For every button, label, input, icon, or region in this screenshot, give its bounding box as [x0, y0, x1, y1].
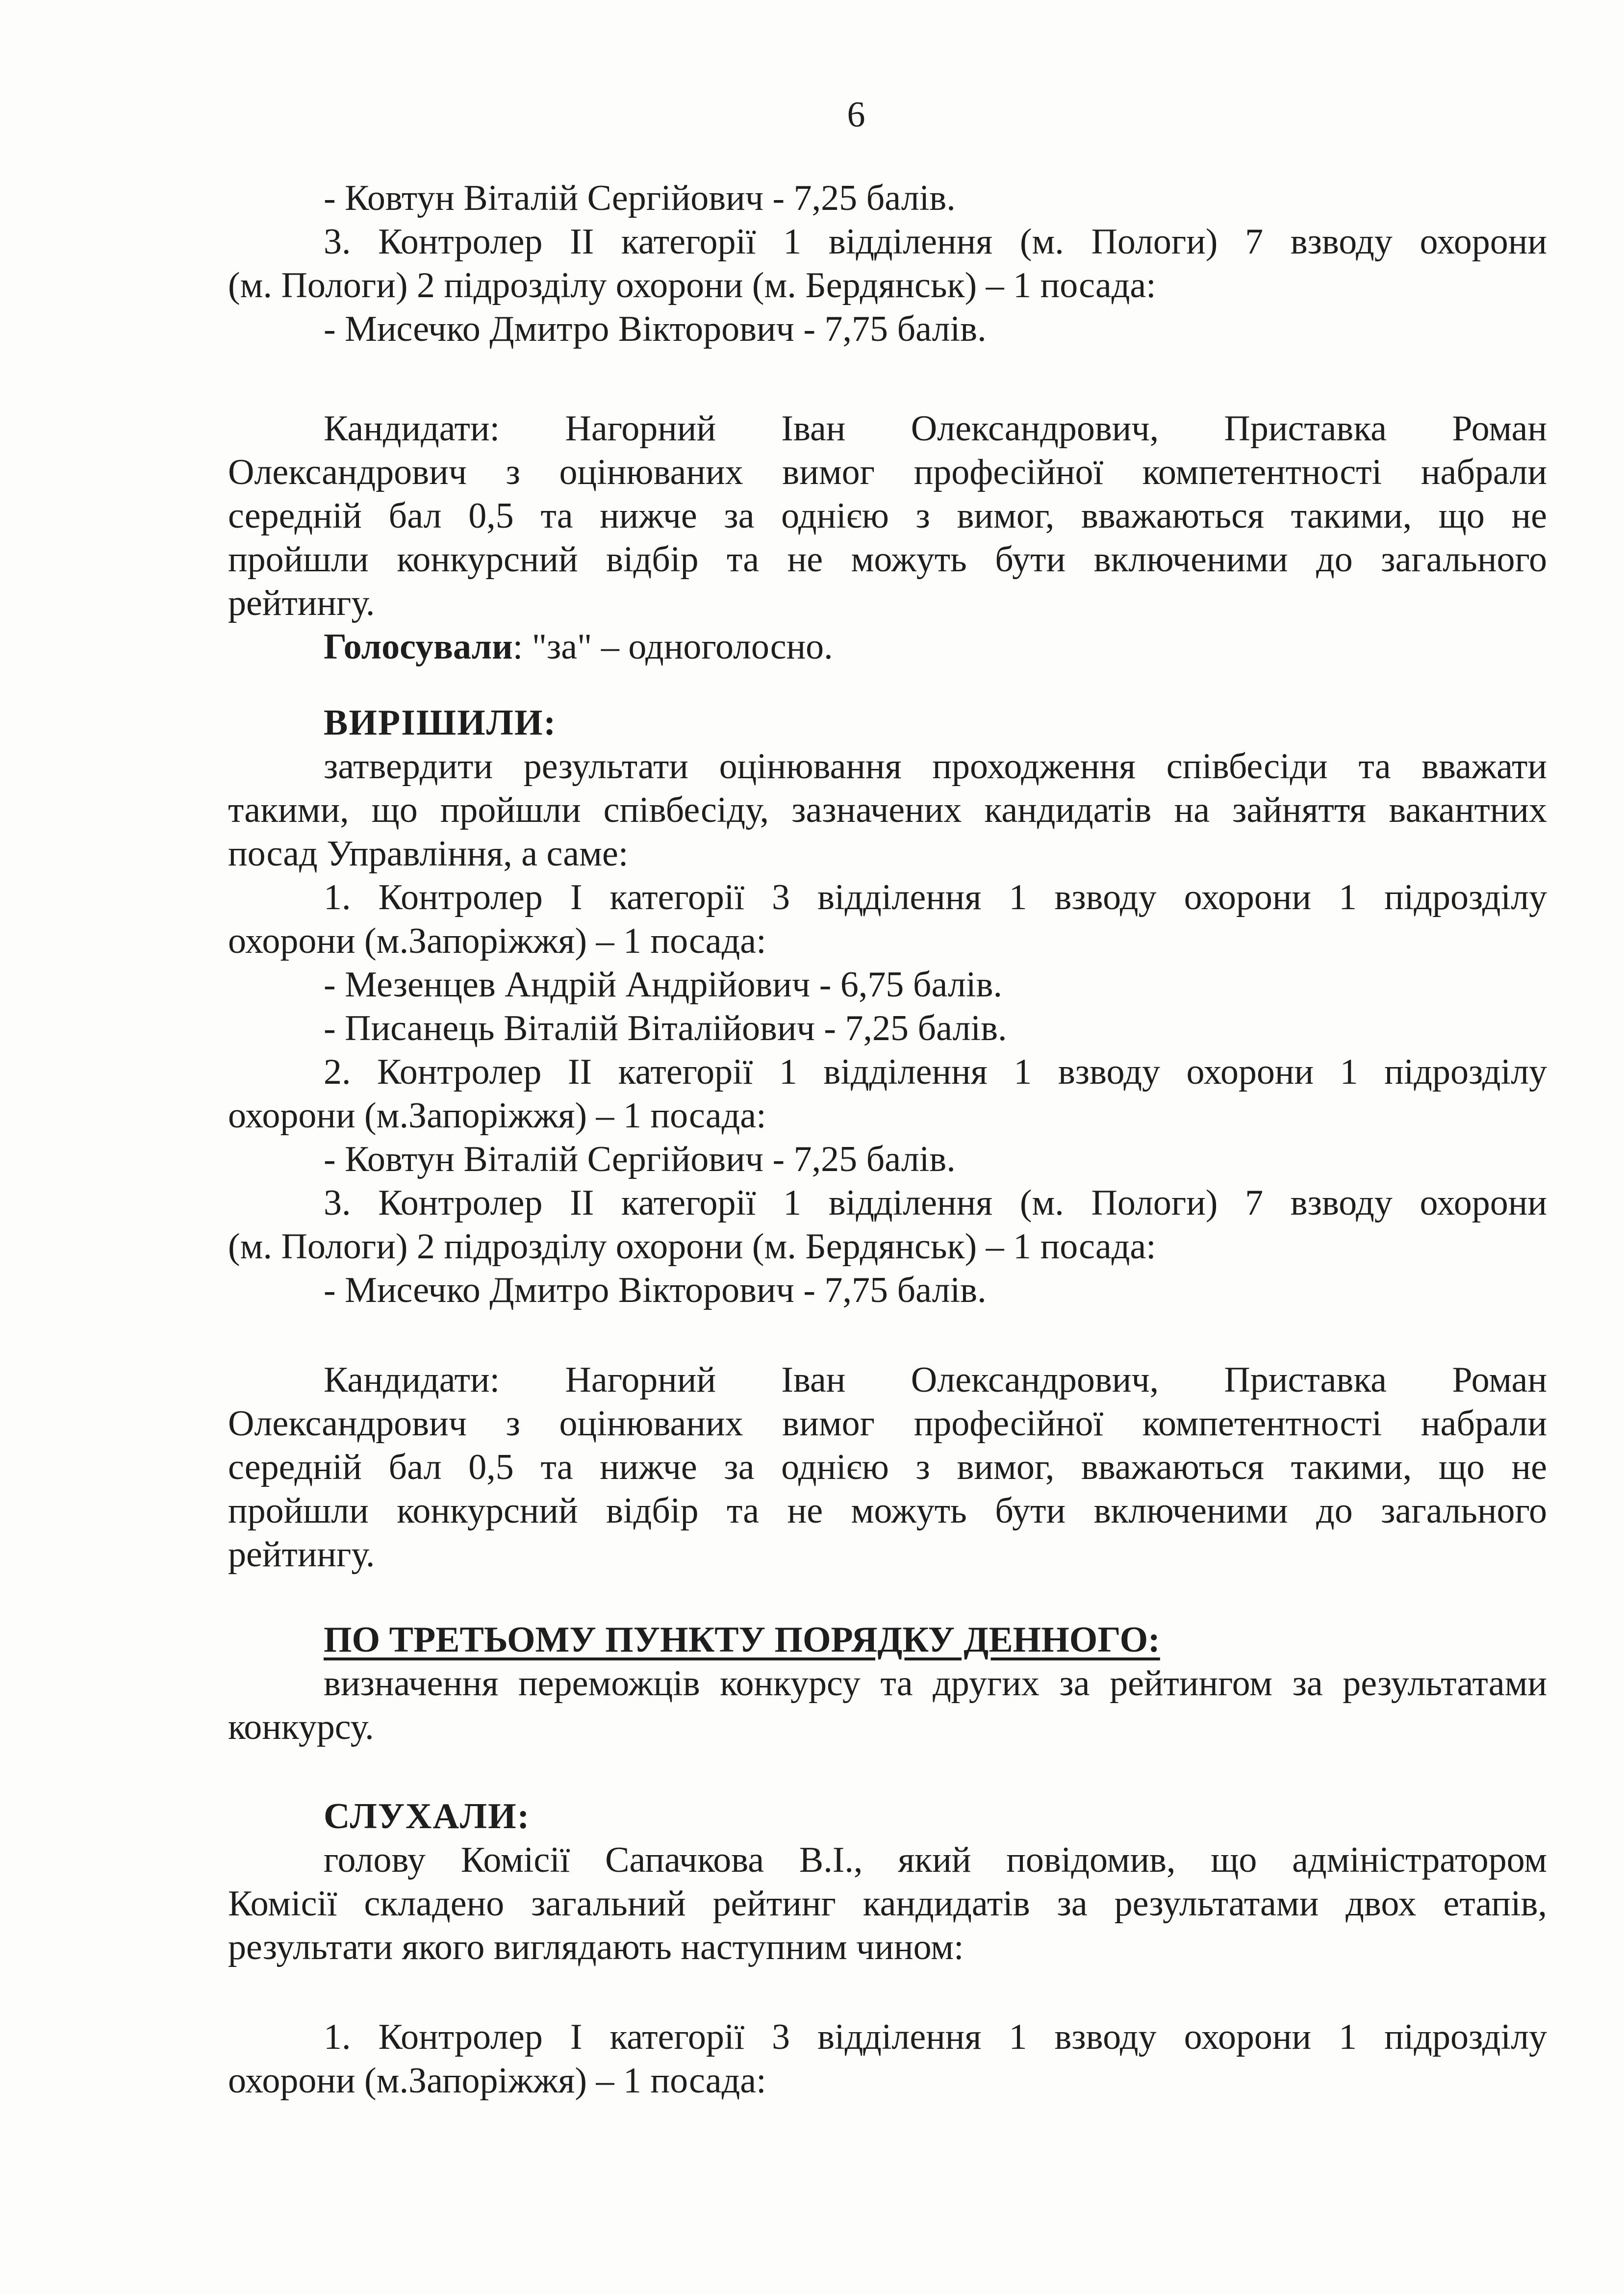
vote-line [228, 625, 1547, 669]
section-heading: ВИРІШИЛИ: [324, 703, 557, 743]
paragraph-line: Комісії складено загальний рейтинг кандидатів за результатами двох етапів, [228, 1884, 1547, 1924]
paragraph-line: пройшли конкурсний відбір та не можуть бути включеними до загального [228, 1491, 1547, 1531]
paragraph-line: Кандидати: Нагорний Іван Олександрович, Приставка Роман [324, 408, 1547, 449]
list-item: - Мисечко Дмитро Вікторович - 7,75 балів. [324, 1270, 987, 1310]
list-item: - Ковтун Віталій Сергійович - 7,25 балів. [324, 1139, 956, 1179]
section-heading: ПО ТРЕТЬОМУ ПУНКТУ ПОРЯДКУ ДЕННОГО: [324, 1620, 1160, 1660]
list-item: 3. Контролер II категорії 1 відділення (м. Пологи) 7 взводу охорони [324, 1183, 1547, 1223]
paragraph-line: посад Управління, а саме: [228, 834, 629, 874]
list-item: 3. Контролер II категорії 1 відділення (м. Пологи) 7 взводу охорони [324, 222, 1547, 262]
third-agenda-item [228, 1618, 1547, 1749]
top-list [228, 177, 1547, 351]
list-item: - Мезенцев Андрій Андрійович - 6,75 балів. [324, 965, 1002, 1005]
list-item: - Мисечко Дмитро Вікторович - 7,75 балів. [324, 309, 987, 349]
section-heading: СЛУХАЛИ: [324, 1796, 531, 1836]
paragraph-line: рейтингу. [228, 583, 375, 623]
list-item: (м. Пологи) 2 підрозділу охорони (м. Бердянськ) – 1 посада: [228, 265, 1156, 306]
paragraph-line: середній бал 0,5 та нижче за однією з вимог, вважаються такими, що не [228, 1447, 1547, 1487]
vote-label: Голосували [324, 627, 513, 667]
paragraph-line: результати якого виглядають наступним чином: [228, 1927, 964, 1967]
paragraph-line: середній бал 0,5 та нижче за однією з вимог, вважаються такими, що не [228, 496, 1547, 536]
decided-section [228, 701, 1547, 1312]
page-number: 6 [847, 95, 865, 135]
candidates-paragraph [228, 1358, 1547, 1577]
paragraph-line: Олександрович з оцінюваних вимог професійної компетентності набрали [228, 1403, 1547, 1444]
paragraph-line: рейтингу. [228, 1534, 375, 1575]
paragraph-line: пройшли конкурсний відбір та не можуть бути включеними до загального [228, 539, 1547, 580]
paragraph-line: затвердити результати оцінювання проходження співбесіди та вважати [324, 746, 1547, 787]
list-item: - Ковтун Віталій Сергійович - 7,25 балів. [324, 178, 956, 218]
list-item: 1. Контролер I категорії 3 відділення 1 взводу охорони 1 підрозділу [324, 2017, 1547, 2057]
list-item: охорони (м.Запоріжжя) – 1 посада: [228, 921, 766, 961]
paragraph-line: Олександрович з оцінюваних вимог професійної компетентності набрали [228, 452, 1547, 492]
paragraph-line: конкурсу. [228, 1707, 374, 1747]
list-item: охорони (м.Запоріжжя) – 1 посада: [228, 2061, 766, 2101]
paragraph-line: такими, що пройшли співбесіду, зазначених кандидатів на зайняття вакантних [228, 790, 1547, 830]
rating-list [228, 2015, 1547, 2103]
list-item: (м. Пологи) 2 підрозділу охорони (м. Бердянськ) – 1 посада: [228, 1226, 1156, 1267]
paragraph-line: голову Комісії Сапачкова В.І., який повідомив, що адміністратором [324, 1840, 1547, 1880]
heard-section [228, 1795, 1547, 1969]
vote-text: : "за" – одноголосно. [512, 627, 833, 667]
list-item: 2. Контролер II категорії 1 відділення 1 взводу охорони 1 підрозділу [324, 1052, 1547, 1092]
list-item: - Писанець Віталій Віталійович - 7,25 балів. [324, 1008, 1007, 1048]
paragraph-line: Кандидати: Нагорний Іван Олександрович, Приставка Роман [324, 1360, 1547, 1400]
list-item: охорони (м.Запоріжжя) – 1 посада: [228, 1096, 766, 1136]
candidates-paragraph [228, 407, 1547, 669]
list-item: 1. Контролер I категорії 3 відділення 1 взводу охорони 1 підрозділу [324, 877, 1547, 918]
paragraph-line: визначення переможців конкурсу та других за рейтингом за результатами [324, 1663, 1547, 1704]
